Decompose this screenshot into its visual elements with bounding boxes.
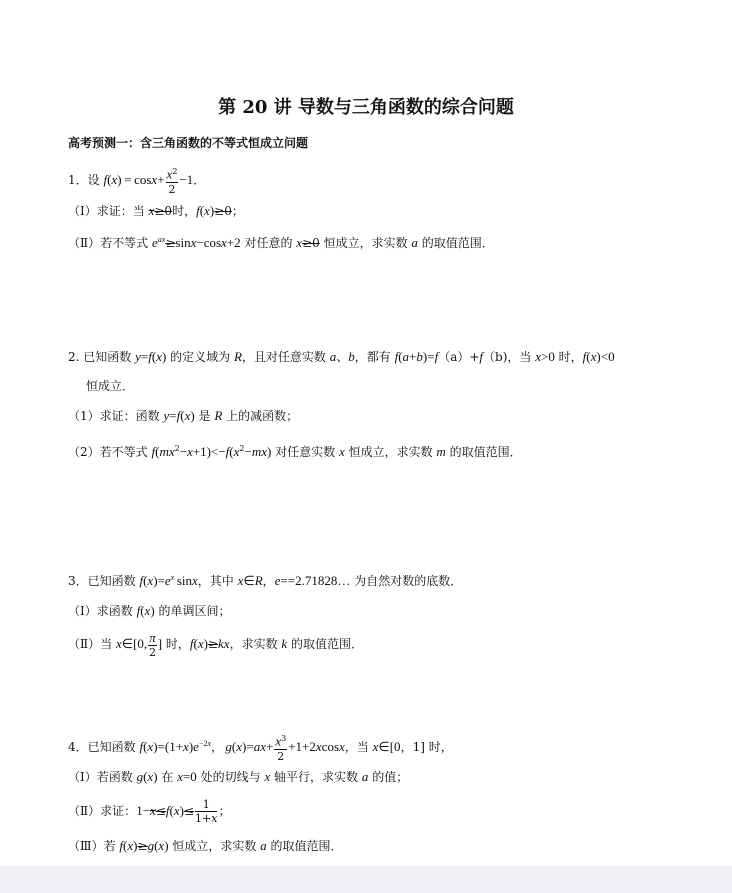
problem-2-stem: 2. 已知函数 y=f(x) 的定义域为 R，且对任意实数 a、b，都有 f(a+b)=f（a）+f（b)，当 x>0 时，f(x)<0: [68, 349, 615, 364]
problem-2-stem-cont: 恒成立．: [86, 379, 135, 393]
problem-3-part-2: （Ⅱ）当 x∈[0, $\frac{\pi}{2}$ ] 时，f(x)≥kx，求实数 k 的取值范围．: [68, 629, 364, 659]
problem-1-stem: 1．设 f(x) = cosx+ $\frac{x^2}{2}$ −1．: [68, 166, 206, 196]
problem-3-part-1: （Ⅰ）求函数 f(x) 的单调区间；: [68, 603, 231, 618]
problem-2-part-2: （2）若不等式 $f(mx^2-x+1)<-f(x^2-mx)$ 对任意实数 x 恒成立，求实数 m 的取值范围．: [68, 444, 522, 459]
problem-4-part-1: （Ⅰ）若函数 g(x) 在 x=0 处的切线与 x 轴平行，求实数 a 的值；: [68, 769, 409, 784]
problem-1-part-2: （Ⅱ）若不等式 $e^{ax}\ge\sin x-\cos x+2$ 对任意的 x≥0 恒成立，求实数 a 的取值范围．: [68, 235, 494, 250]
problem-2-part-1: （1）求证：函数 y=f(x) 是 R 上的减函数；: [68, 408, 299, 423]
problem-4-part-2: （Ⅱ）求证：1−x≤f(x)≤ $\frac{1}{1+x}$ ；: [68, 798, 231, 825]
problem-3-stem: 3．已知函数 $f(x)=e^x$ sinx，其中 x∈R，e==2.71828… 为自然对数的底数．: [68, 573, 463, 588]
page-title: 第 20 讲 导数与三角函数的综合问题: [218, 97, 514, 118]
section-heading: 高考预测一：含三角函数的不等式恒成立问题: [68, 136, 309, 150]
problem-1-part-1: （Ⅰ）求证：当 x≥0时，f(x)≥0；: [68, 203, 244, 218]
problem-4-part-3: （Ⅲ）若 f(x)≥g(x) 恒成立，求实数 a 的取值范围．: [68, 838, 343, 853]
viewer-bottom-bar: [0, 866, 732, 893]
problem-4-stem: 4．已知函数 $f(x)=(1+x)e^{-2x}$， g(x)=ax+ $\frac{x^3}{2}$ +1+2xcosx，当 x∈[0，1] 时，: [68, 733, 453, 763]
